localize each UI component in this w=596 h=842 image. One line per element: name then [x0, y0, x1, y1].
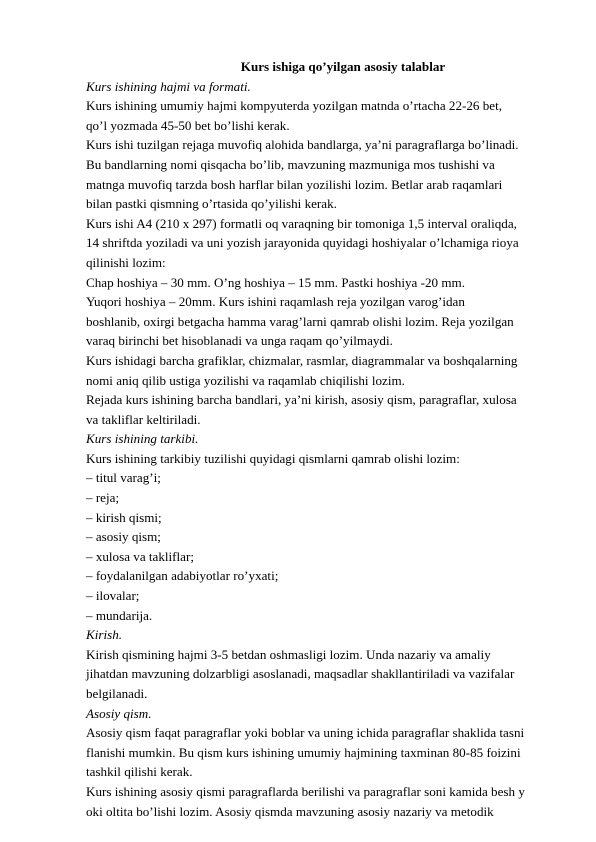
- text-line: jihatdan mavzuning dolzarbligi asoslanadi, maqsadlar shakllantiriladi va vazifalar: [86, 666, 515, 682]
- text-line: Kurs ishining asosiy qismi paragraflarda berilishi va paragraflar soni kamida besh y: [86, 783, 525, 799]
- section-heading: Kirish.: [86, 627, 123, 643]
- section-heading: Kurs ishining hajmi va formati.: [86, 78, 251, 94]
- text-line: tashkil qilishi kerak.: [86, 764, 193, 780]
- text-line: nomi aniq qilib ustiga yozilishi va raqamlab chiqilishi lozim.: [86, 372, 405, 388]
- text-line: Bu bandlarning nomi qisqacha bo’lib, mavzuning mazmuniga mos tushishi va: [86, 156, 495, 172]
- text-line: Kurs ishi A4 (210 x 297) formatli oq varaqning bir tomoniga 1,5 interval oraliqda,: [86, 215, 517, 231]
- text-line: – titul varag’i;: [86, 470, 161, 486]
- document-body: [86, 77, 560, 822]
- text-line: bilan pastki qismning o’rtasida qo’yilishi kerak.: [86, 196, 337, 212]
- text-line: belgilanadi.: [86, 686, 148, 701]
- text-line: Kurs ishidagi barcha grafiklar, chizmalar, rasmlar, diagrammalar va boshqalarning: [86, 352, 518, 368]
- text-line: – ilovalar;: [86, 588, 140, 604]
- text-line: matnga muvofiq tarzda bosh harflar bilan yozilishi lozim. Betlar arab raqamlari: [86, 176, 503, 192]
- text-line: Rejada kurs ishining barcha bandlari, ya’ni kirish, asosiy qism, paragraflar, xulosa: [86, 392, 517, 408]
- text-line: Chap hoshiya – 30 mm. O’ng hoshiya – 15 mm. Pastki hoshiya -20 mm.: [86, 274, 465, 290]
- text-line: – reja;: [86, 490, 120, 506]
- text-line: flanishi mumkin. Bu qism kurs ishining umumiy hajmining taxminan 80-85 foizini: [86, 744, 521, 760]
- text-line: – foydalanilgan adabiyotlar ro’yxati;: [86, 568, 279, 584]
- text-line: Asosiy qism faqat paragraflar yoki boblar va uning ichida paragraflar shaklida tasni: [86, 725, 525, 741]
- text-line: oki oltita bo’lishi lozim. Asosiy qismda mavzuning asosiy nazariy va metodik: [86, 803, 494, 819]
- document-page: [86, 57, 560, 821]
- text-line: Yuqori hoshiya – 20mm. Kurs ishini raqamlash reja yozilgan varog’idan: [86, 294, 465, 310]
- text-line: – mundarija.: [86, 607, 153, 623]
- text-line: – asosiy qism;: [86, 529, 161, 545]
- text-line: Kurs ishining tarkibiy tuzilishi quyidagi qismlarni qamrab olishi lozim:: [86, 450, 460, 466]
- section-heading: Kurs ishining tarkibi.: [86, 431, 199, 447]
- text-line: 14 shriftda yoziladi va uni yozish jarayonida quyidagi hoshiyalar o’lchamiga rioya: [86, 235, 519, 251]
- document-title: Kurs ishiga qo’yilgan asosiy talablar: [240, 59, 446, 74]
- text-line: Kirish qismining hajmi 3-5 betdan oshmasligi lozim. Unda nazariy va amaliy: [86, 646, 491, 662]
- text-line: boshlanib, oxirgi betgacha hamma varag’larni qamrab olishi lozim. Reja yozilgan: [86, 313, 514, 329]
- text-line: – xulosa va takliflar;: [86, 548, 194, 564]
- section-heading: Asosiy qism.: [86, 705, 152, 721]
- text-line: Kurs ishining umumiy hajmi kompyuterda yozilgan matnda o’rtacha 22-26 bet,: [86, 98, 503, 114]
- text-line: va takliflar keltiriladi.: [86, 411, 201, 427]
- text-line: varaq birinchi bet hisoblanadi va unga raqam qo’yilmaydi.: [86, 333, 393, 349]
- text-line: qo’l yozmada 45-50 bet bo’lishi kerak.: [86, 117, 290, 133]
- text-line: – kirish qismi;: [86, 509, 162, 525]
- text-line: Kurs ishi tuzilgan rejaga muvofiq alohida bandlarga, ya’ni paragraflarga bo’linadi.: [86, 137, 519, 153]
- text-line: qilinishi lozim:: [86, 254, 166, 270]
